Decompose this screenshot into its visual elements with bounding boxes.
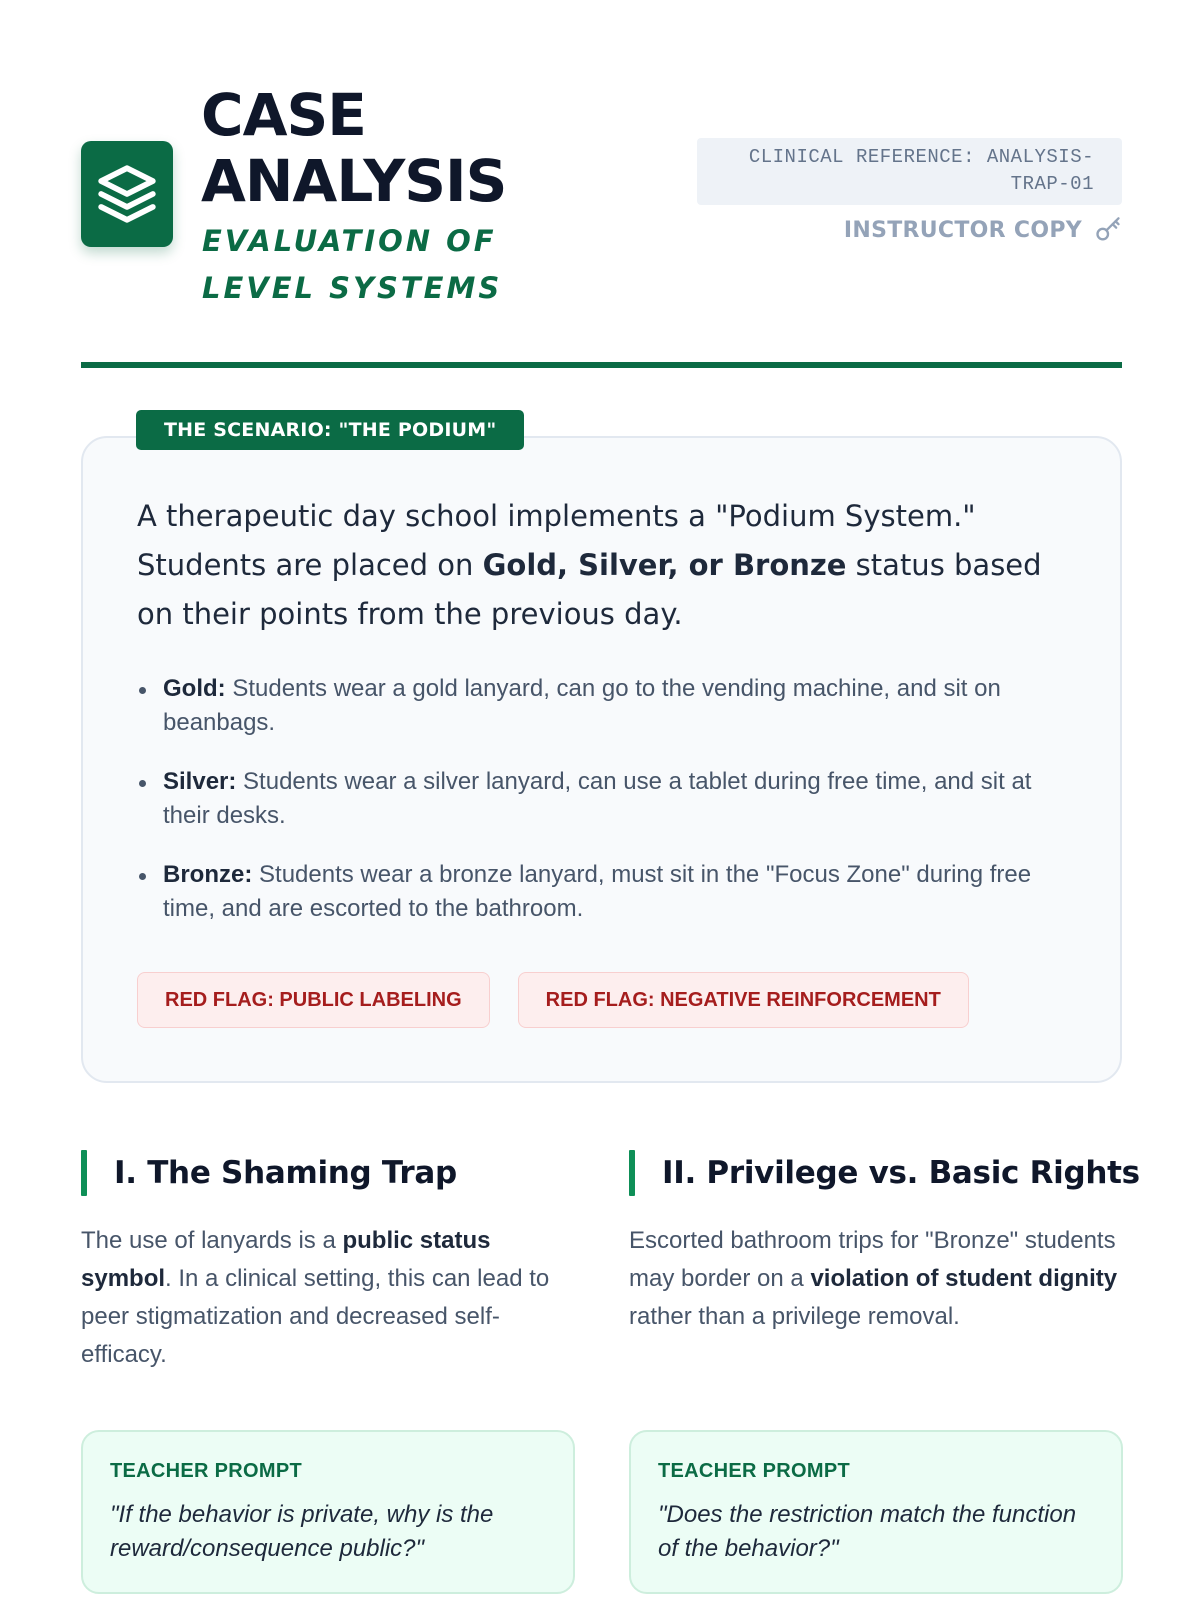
- page-subtitle: EVALUATION OF LEVEL SYSTEMS: [202, 224, 503, 305]
- instructor-copy-label: [844, 216, 1122, 244]
- section-body-end: . In a clinical setting, this can lead to peer stigmatization and decreased self-efficacy.: [81, 1265, 550, 1368]
- teacher-prompt-card: [629, 1430, 1123, 1594]
- tier-name: Gold:: [163, 675, 226, 702]
- tier-name: Silver:: [163, 768, 237, 795]
- section-heading: II. Privilege vs. Basic Rights: [629, 1150, 1123, 1196]
- tier-description: Students wear a gold lanyard, can go to the vending machine, and sit on beanbags.: [163, 675, 1001, 736]
- tier-description: Students wear a bronze lanyard, must sit in the "Focus Zone" during free time, and are escorted to the bathroom.: [163, 861, 1032, 922]
- tier-name: Bronze:: [163, 861, 253, 888]
- document-header: [81, 82, 1122, 372]
- red-flag-public-labeling: RED FLAG: PUBLIC LABELING: [137, 972, 490, 1028]
- section-heading: I. The Shaming Trap: [81, 1150, 575, 1196]
- tier-silver: [137, 765, 1072, 833]
- clinical-reference: CLINICAL REFERENCE: ANALYSIS-TRAP-01: [697, 138, 1122, 205]
- scenario-lead-end: status based on their points from the previous day.: [137, 548, 1042, 631]
- instructor-copy-text: INSTRUCTOR COPY: [843, 217, 1082, 243]
- scenario-lead-start: A therapeutic day school implements a "Podium System." Students are placed on: [137, 499, 976, 582]
- section-privilege-vs-rights: [629, 1150, 1140, 1562]
- logo: [81, 141, 173, 247]
- teacher-prompt-card: [81, 1430, 575, 1594]
- tier-description: Students wear a silver lanyard, can use a tablet during free time, and sit at their desks.: [163, 768, 1032, 829]
- scenario-card: [81, 436, 1122, 1083]
- section-body-bold: public status symbol: [81, 1227, 491, 1292]
- key-icon: [1094, 216, 1122, 244]
- red-flag-negative-reinforcement: RED FLAG: NEGATIVE REINFORCEMENT: [518, 972, 969, 1028]
- teacher-prompt-text: "If the behavior is private, why is the reward/consequence public?": [110, 1501, 494, 1562]
- scenario-tag: THE SCENARIO: "THE PODIUM": [136, 410, 524, 450]
- tier-gold: [137, 672, 1072, 740]
- page-title: CASE ANALYSIS: [201, 81, 507, 215]
- layers-icon: [96, 163, 158, 225]
- section-body: [629, 1222, 1119, 1336]
- scenario-lead: [137, 492, 1067, 639]
- section-body-bold: violation of student dignity: [810, 1265, 1118, 1292]
- tier-bronze: [137, 858, 1072, 926]
- section-body-end: rather than a privilege removal.: [629, 1303, 960, 1330]
- scenario-lead-bold: Gold, Silver, or Bronze: [482, 548, 847, 582]
- teacher-prompt-label: TEACHER PROMPT: [658, 1460, 850, 1482]
- teacher-prompt-label: TEACHER PROMPT: [110, 1460, 302, 1482]
- section-body-start: The use of lanyards is a: [81, 1227, 343, 1254]
- section-shaming-trap: [81, 1150, 575, 1562]
- red-flag-list: [137, 972, 969, 1028]
- teacher-prompt-text: "Does the restriction match the function of the behavior?": [658, 1501, 1077, 1562]
- section-body: [81, 1222, 571, 1374]
- section-body-start: Escorted bathroom trips for "Bronze" students may border on a: [629, 1227, 1116, 1292]
- tier-list: [137, 672, 1072, 951]
- header-divider: [81, 362, 1122, 368]
